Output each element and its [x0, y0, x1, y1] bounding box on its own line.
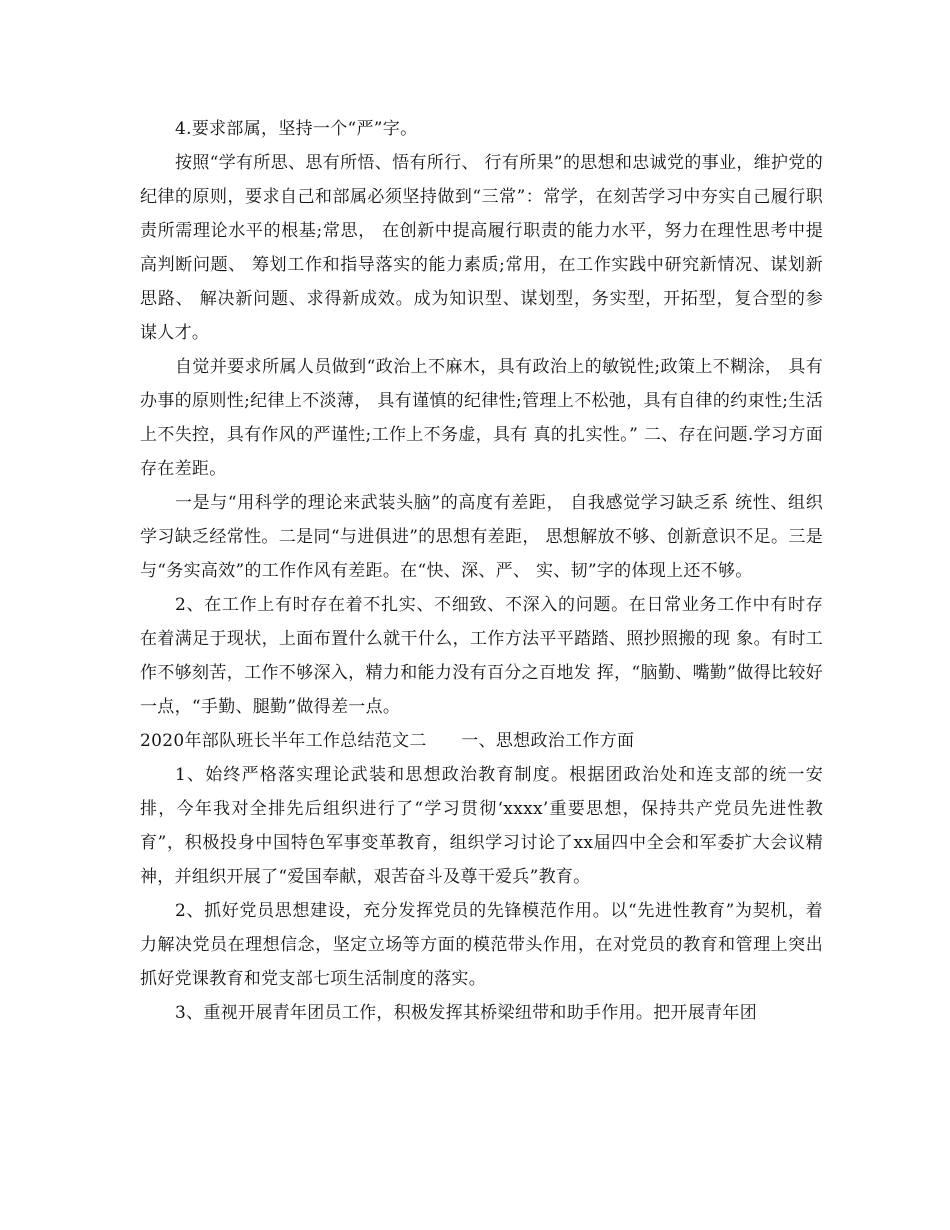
paragraph-work-problems: 2、在工作上有时存在着不扎实、不细致、不深入的问题。在日常业务工作中有时存在着满足于现状，上面布置什么就干什么，工作方法平平踏踏、照抄照搬的现 象。有时工作不够刻苦，工作不够深入，精力和能力没有百分之百地发 挥，“脑勤、嘴勤”做得比较好一点，“手勤、腿勤”做得差一点。	[140, 595, 823, 717]
paragraph-study-gap: 一是与“用科学的理论来武装头脑”的高度有差距， 自我感觉学习缺乏系 统性、组织学习缺乏经常性。二是同“与进俱进”的思想有差距， 思想解放不够、创新意识不足。三是与“务实高效”的工作作风有差距。在“快、深、严、 实、韧”字的体现上还不够。	[140, 493, 823, 581]
paragraph-party-member-building: 2、抓好党员思想建设，充分发挥党员的先锋模范作用。以“先进性教育”为契机，着力解决党员在理想信念，坚定立场等方面的模范带头作用，在对党员的教育和管理上突出抓好党课教育和党支部七项生活制度的落实。	[140, 901, 823, 989]
paragraph-theory-education: 1、始终严格落实理论武装和思想政治教育制度。根据团政治处和连支部的统一安排，今年我对全排先后组织进行了“学习贯彻‘xxxx’重要思想，保持共产党员先进性教育”，积极投身中国特色军事变革教育，组织学习讨论了xx届四中全会和军委扩大会议精神，并组织开展了“爱国奉献，艰苦奋斗及尊干爱兵”教育。	[140, 765, 823, 887]
paragraph-youth-league-work: 3、重视开展青年团员工作，积极发挥其桥梁纽带和助手作用。把开展青年团	[175, 1003, 758, 1023]
section-heading-second-summary: 2020年部队班长半年工作总结范文二 一、思想政治工作方面	[140, 731, 635, 751]
paragraph-self-discipline: 自觉并要求所属人员做到“政治上不麻木，具有政治上的敏锐性;政策上不糊涂， 具有办事的原则性;纪律上不淡薄， 具有谨慎的纪律性;管理上不松弛，具有自律的约束性;生活上不失控，具有作风的严谨性;工作上不务虚，具有 真的扎实性。” 二、存在问题.学习方面存在差距。	[140, 357, 823, 479]
paragraph-three-constants: 按照“学有所思、思有所悟、悟有所行、 行有所果”的思想和忠诚党的事业，维护党的纪律的原则，要求自己和部属必须坚持做到“三常”：常学，在刻苦学习中夯实自己履行职责所需理论水平的根基;常思， 在创新中提高履行职责的能力水平，努力在理性思考中提高判断问题、 筹划工作和指导落实的能力素质;常用，在工作实践中研究新情况、谋划新思路、 解决新问题、求得新成效。成为知识型、谋划型，务实型，开拓型，复合型的参 谋人才。	[140, 153, 823, 343]
paragraph-requirement-strict: 4.要求部属，坚持一个“严”字。	[175, 119, 418, 139]
document-body	[140, 112, 823, 1030]
